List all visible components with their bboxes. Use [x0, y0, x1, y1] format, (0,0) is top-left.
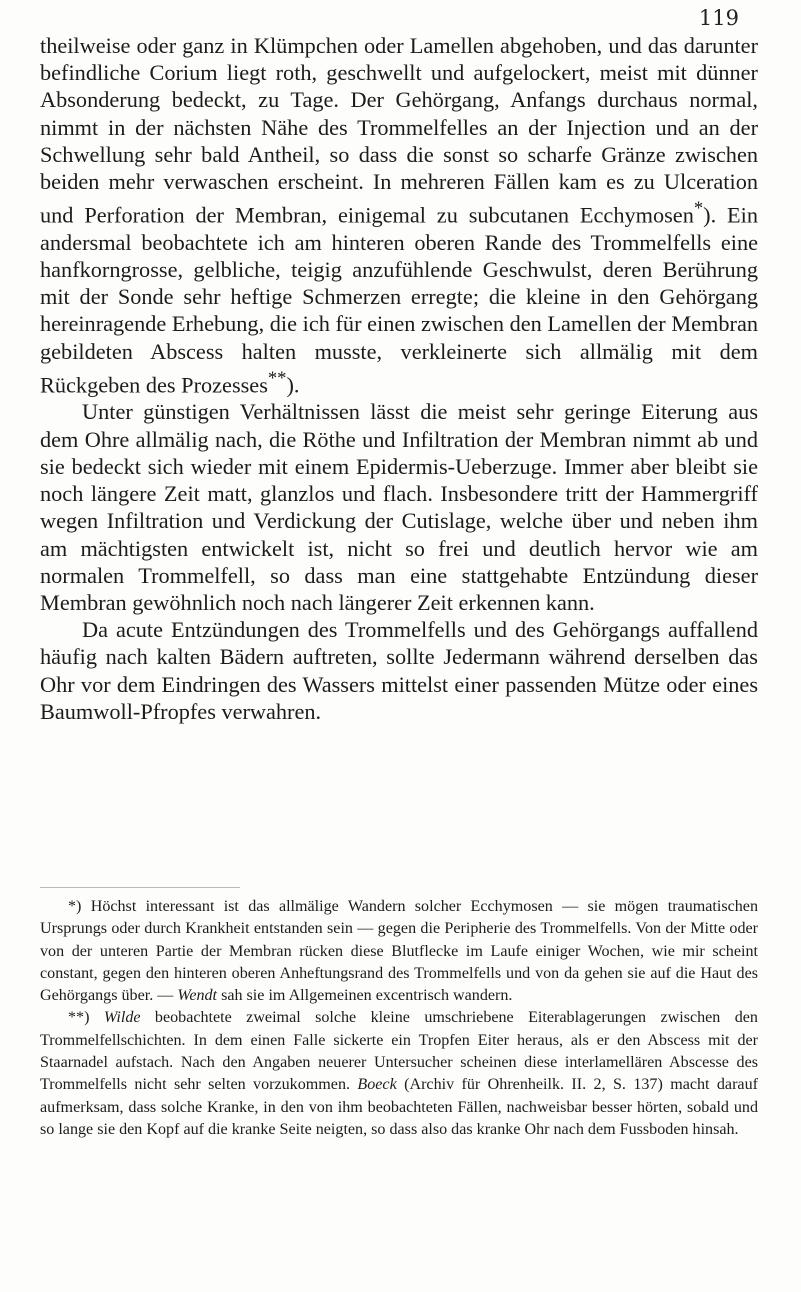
footnote-2-author-2: Boeck [357, 1076, 397, 1094]
paragraph-3: Da acute Entzündungen des Trommelfells und des Gehörgangs auffallend häufig nach kalten Bädern auftreten, sollte Jedermann während derselben das Ohr vor dem Eindringen des Wassers mittelst einer passenden Mütze oder eines Baumwoll-Pfropfes verwahren. [40, 617, 758, 724]
footnote-divider [40, 887, 240, 888]
footnote-1-text-b: sah sie im Allgemeinen excentrisch wandern. [221, 987, 513, 1005]
footnote-2-text-b: (Archiv für Ohrenheilk. II. 2, S. 137) macht darauf aufmerksam, dass solche Kranke, in den von ihm beobachteten Fällen, nachweisbar besser hörten, sobald und so lange sie den Kopf auf die kranke Seite neigten, so dass also das kranke Ohr nach dem Fussboden hinsah. [40, 1076, 758, 1138]
footnote-2-marker: **) [68, 1009, 90, 1027]
footnote-1-author: Wendt [177, 987, 218, 1005]
main-text [40, 32, 758, 725]
footnote-1 [40, 896, 758, 1007]
page-number: 119 [698, 6, 739, 30]
footnotes [40, 896, 758, 1141]
footnote-ref-1: * [693, 198, 704, 220]
footnote-2-author: Wilde [103, 1009, 141, 1027]
footnote-1-text-a: Höchst interessant ist das allmälige Wandern solcher Ecchymosen — sie mögen traumatischen Ursprungs oder durch Krankheit entstanden sein — gegen die Peripherie des Trommelfells. Von der Mitte oder von der unteren Partie der Membran rücken diese Blutflecke im Laufe einiger Wochen, wie mir scheint constant, gegen den hinteren oberen Anheftungsrand des Trommelfells und von da gehen sie auf die Haut des Gehörgangs über. — [40, 898, 758, 1005]
footnote-2-text-a: beobachtete zweimal solche kleine umschriebene Eiterablagerungen zwischen den Trommelfellschichten. In dem einen Falle sickerte ein Tropfen Eiter heraus, als er den Abscess mit der Staarnadel aufstach. Nach den Angaben neuerer Untersucher scheinen diese interlamellären Abscesse des Trommelfells nicht sehr selten vorzukommen. [40, 1009, 758, 1094]
footnote-ref-2: ** [267, 367, 287, 389]
footnote-1-marker: *) [68, 898, 82, 915]
paragraph-1 [40, 32, 758, 398]
paragraph-2: Unter günstigen Verhältnissen lässt die meist sehr geringe Eiterung aus dem Ohre allmälig nach, die Röthe und Infiltration der Membran nimmt ab und sie bedeckt sich wieder mit einem Epidermis-Ueberzuge. Immer aber bleibt sie noch längere Zeit matt, glanzlos und flach. Insbesondere tritt der Hammergriff wegen Infiltration und Verdickung der Cutislage, welche über und neben ihm am mächtigsten entwickelt ist, nicht so frei und deutlich hervor wie am normalen Trommelfell, so dass man eine stattgehabte Entzündung dieser Membran gewöhnlich noch nach längerer Zeit erkennen kann. [40, 399, 758, 615]
paragraph-1-text-c: ). [286, 372, 300, 398]
paragraph-1-text-b: ). Ein andersmal beobachtete ich am hinteren oberen Rande des Trommelfells eine hanfkorngrosse, gelbliche, teigig anzufühlende Geschwulst, deren Berührung mit der Sonde sehr heftige Schmerzen erregte; die kleine in den Gehörgang hereinragende Erhebung, die ich für einen zwischen den Lamellen der Membran gebildeten Abscess halten musste, verkleinerte sich allmälig mit dem Rückgeben des Prozesses [40, 202, 758, 398]
footnote-2 [40, 1007, 758, 1141]
paragraph-1-text-a: theilweise oder ganz in Klümpchen oder Lamellen abgehoben, und das darunter befindliche Corium liegt roth, geschwellt und aufgelockert, meist mit dünner Absonderung bedeckt, zu Tage. Der Gehörgang, Anfangs durchaus normal, nimmt in der nächsten Nähe des Trommelfelles an der Injection und an der Schwellung sehr bald Antheil, so dass die sonst so scharfe Gränze zwischen beiden mehr verwaschen erscheint. In mehreren Fällen kam es zu Ulceration und Perforation der Membran, einigemal zu subcutanen Ecchymosen [40, 33, 758, 228]
